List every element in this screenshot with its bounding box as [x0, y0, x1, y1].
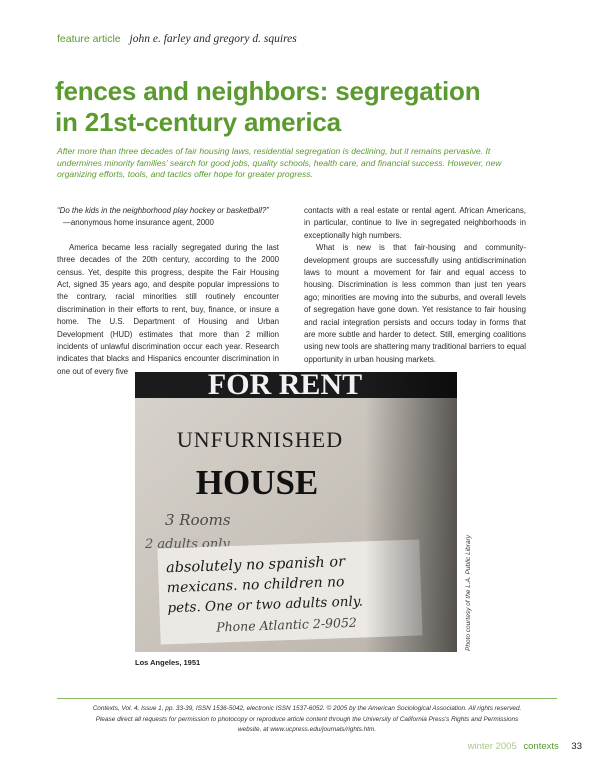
handwritten-line-1: absolutely no spanish or [165, 554, 346, 577]
epigraph-attribution: —anonymous home insurance agent, 2000 [63, 218, 214, 228]
title-line-1: fences and neighbors: segregation [55, 76, 481, 106]
footnote-line-1: Contexts, Vol. 4, Issue 1, pp. 33-39, ISSN 1536-5042, electronic ISSN 1537-6052. © 2005 by the American Sociological Association. All rights reserved. [92, 705, 522, 712]
body-paragraph: What is new is that fair-housing and community-development groups are successfully using antidiscrimination laws to mount a movement for fair and equal access to housing. Discrimination is less common than just ten years ago; minorities are moving into the suburbs, and overall levels of segregation have gone down. Yet resistance to fair housing and racial integration persists and occurs today in forms that are more subtle and harder to detect. Still, emerging coalitions using new tools are shattering many traditional barriers to equal opportunity in urban housing markets. [304, 243, 526, 364]
page-number: 33 [571, 741, 582, 752]
photo-credit: Photo courtesy of the L.A. Public Library [465, 535, 472, 651]
page-footer [468, 741, 582, 752]
epigraph-quote: “Do the kids in the neighborhood play hockey or basketball?” [57, 206, 269, 215]
handwritten-rooms: 3 Rooms [165, 511, 231, 529]
rental-sign-image [135, 372, 457, 652]
handwritten-phone: Phone Atlantic 2-9052 [215, 614, 358, 635]
article-title [55, 76, 535, 138]
handwritten-line-3: pets. One or two adults only. [167, 593, 364, 617]
handwritten-line-2: mexicans. no children no [166, 574, 345, 597]
section-label: feature article [57, 33, 121, 45]
body-paragraph-continued: contacts with a real estate or rental agent. African Americans, in particular, continue to live in segregated neighborhoods in exceptionally high numbers. [304, 206, 526, 240]
sign-unfurnished-text: UNFURNISHED [176, 427, 344, 452]
photo-caption: Los Angeles, 1951 [135, 658, 201, 667]
issue-season: winter 2005 [467, 741, 517, 752]
copyright-footnote [57, 704, 557, 736]
article-deck: After more than three decades of fair housing laws, residential segregation is declining, but it remains pervasive. It undermines minority families' search for good jobs, quality schools, health care, and financial success. However, new organizing efforts, tools, and tactics offer hope for greater progress. [57, 146, 502, 180]
authors-byline: john e. farley and gregory d. squires [129, 33, 297, 45]
footnote-divider [57, 698, 557, 699]
footnote-line-3: website, at www.ucpress.edu/journals/rights.htm. [237, 726, 377, 733]
body-paragraph: America became less racially segregated during the last three decades of the 20th century, according to the 2000 census. Yet, despite this progress, despite the Fair Housing Act, signed 35 years ago, and despite popular impressions to the contrary, racial minorities still routinely encounter discrimination in their efforts to rent, buy, finance, or insure a home. The U.S. Department of Housing and Urban Development (HUD) estimates that more than 2 million incidents of unlawful discrimination occur each year. Research indicates that blacks and Hispanics encounter discrimination in one out of every five [57, 242, 279, 376]
historic-rental-sign-photo [135, 372, 457, 652]
magazine-name: contexts [523, 741, 559, 752]
handwritten-adults: 2 adults only [145, 537, 230, 552]
left-column [57, 205, 279, 378]
right-column [304, 205, 526, 366]
title-line-2: in 21st-century america [55, 107, 341, 137]
article-kicker [57, 33, 297, 45]
sign-house-text: HOUSE [195, 463, 319, 502]
sign-top-text: FOR RENT [207, 372, 363, 401]
footnote-line-2: Please direct all requests for permission to photocopy or reproduce article content through the University of California Press's Rights and Permissions [95, 715, 519, 723]
